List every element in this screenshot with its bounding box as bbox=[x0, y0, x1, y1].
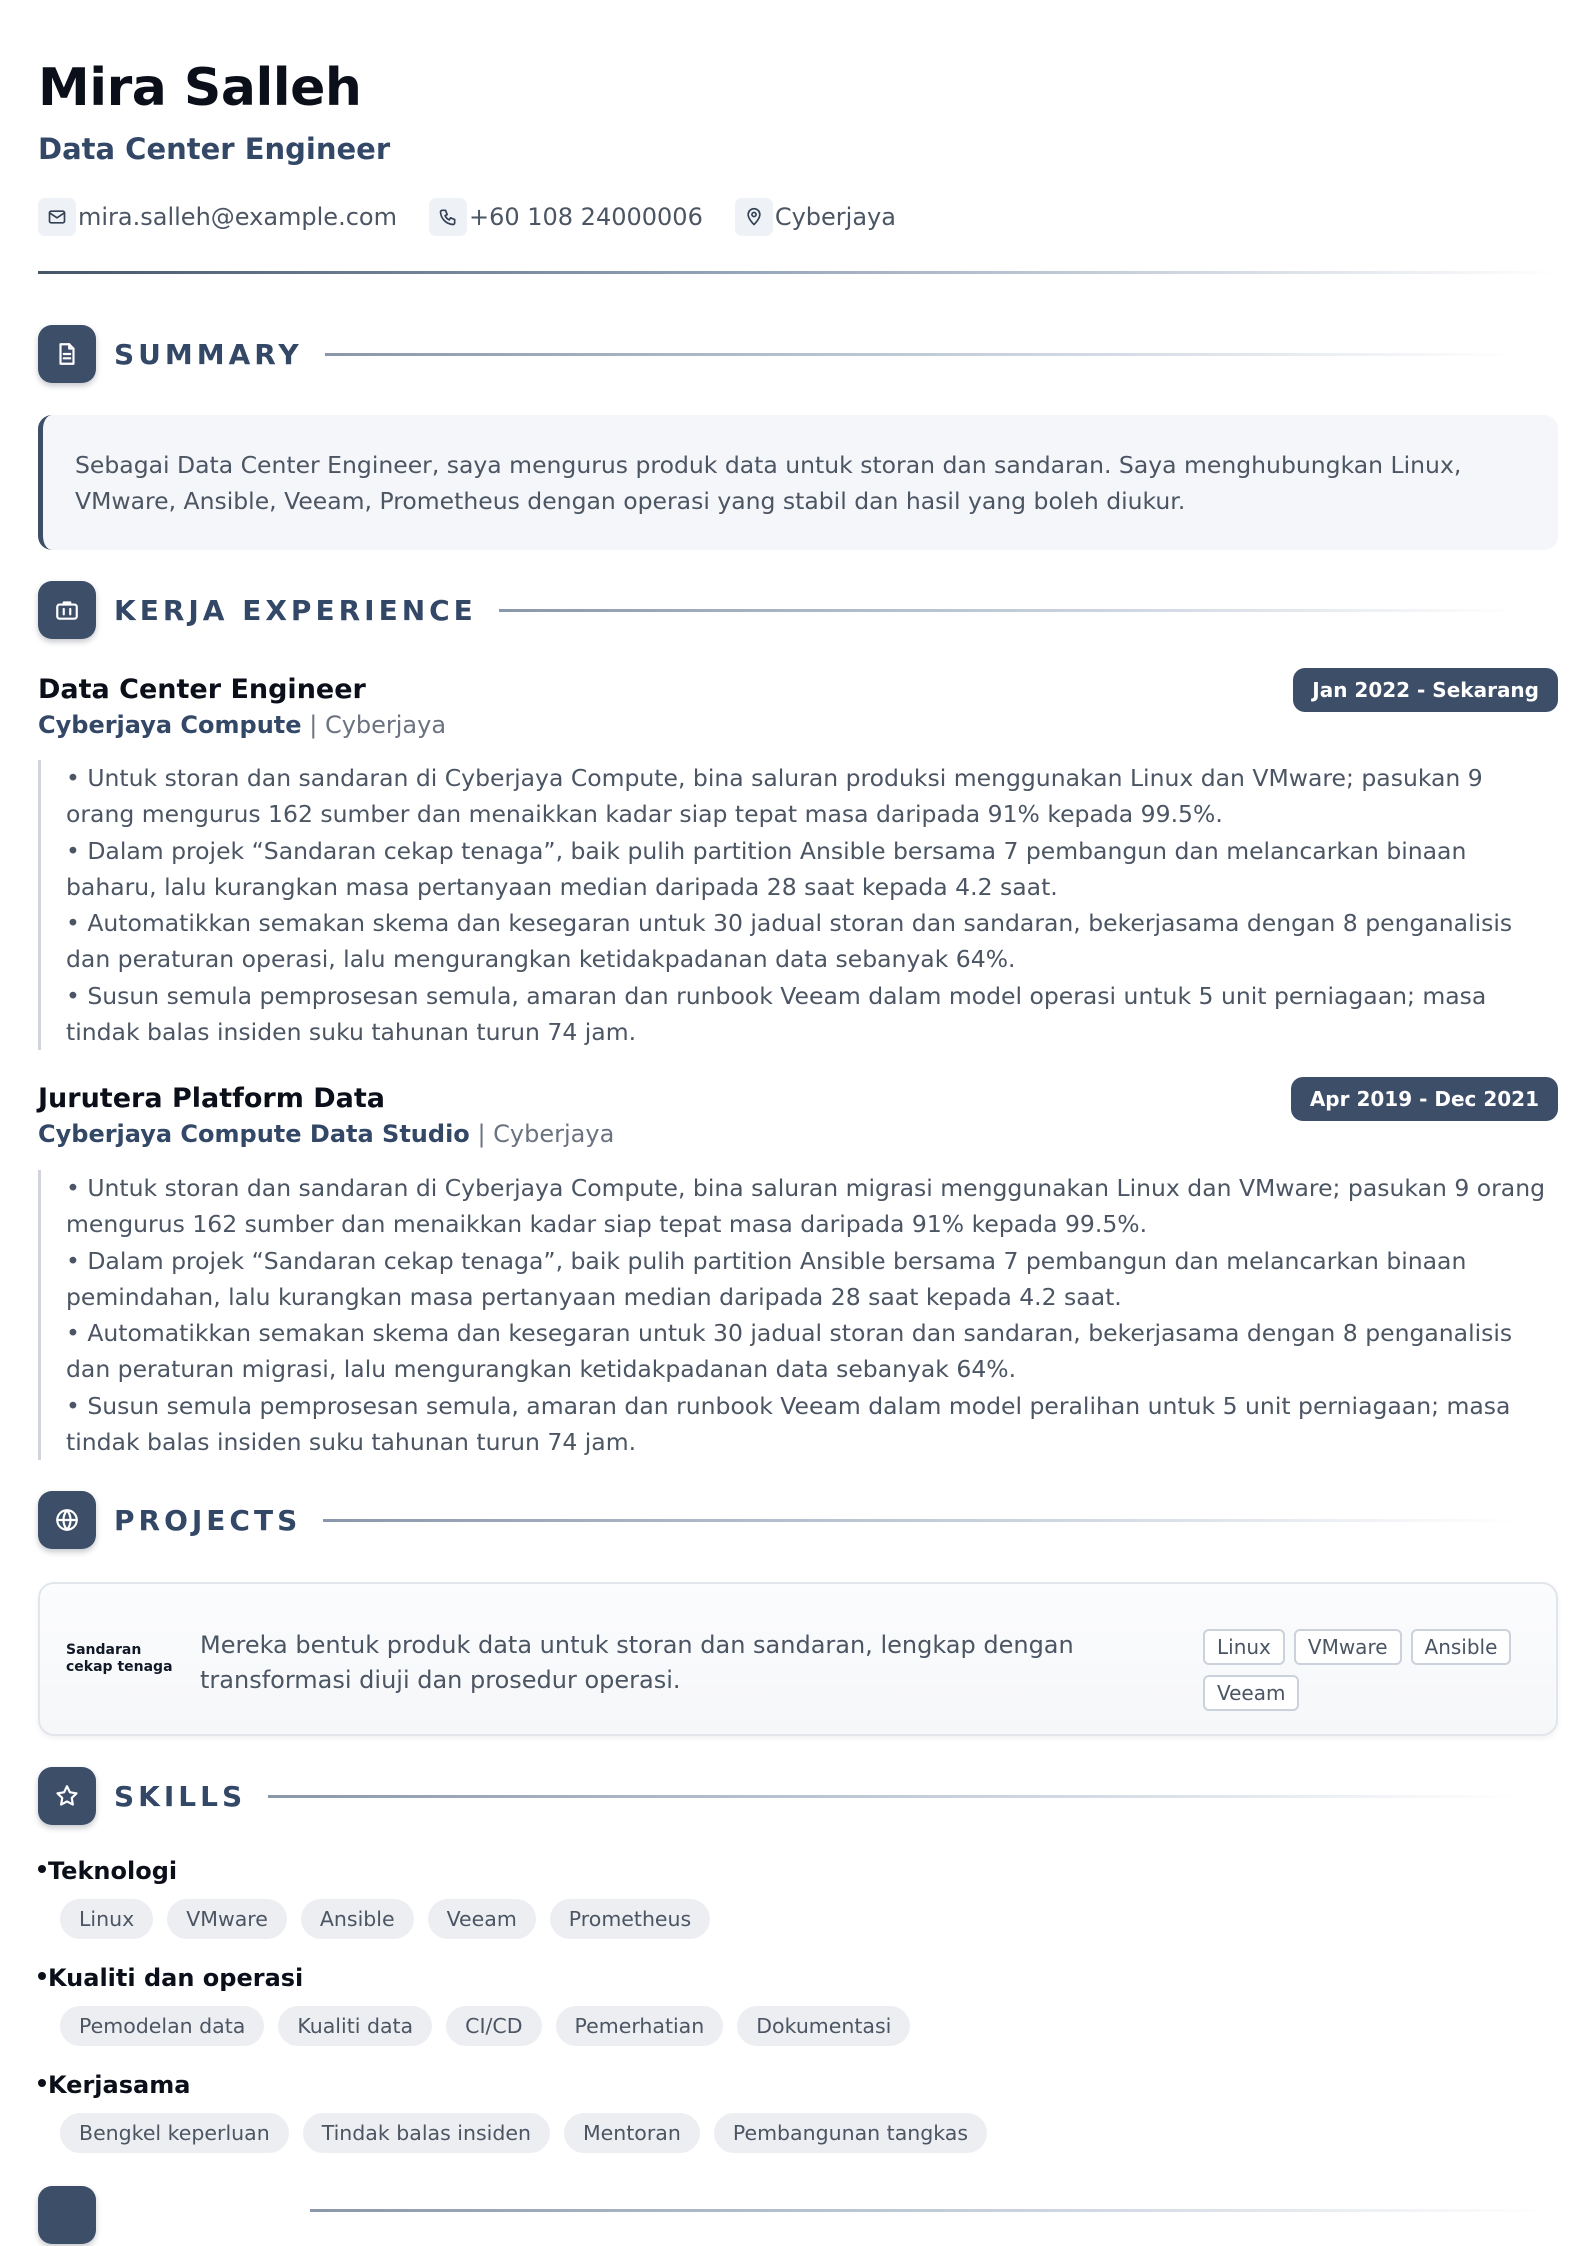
section-icon bbox=[38, 2186, 96, 2244]
bullet-dot bbox=[38, 2079, 46, 2087]
section-divider bbox=[323, 1519, 1518, 1522]
star-icon bbox=[38, 1767, 96, 1825]
section-title: PROJECTS bbox=[114, 1503, 302, 1537]
phone-icon bbox=[429, 198, 467, 236]
skill-category bbox=[38, 1964, 303, 1992]
project-tag: Veeam bbox=[1203, 1675, 1299, 1711]
skill-chip: Veeam bbox=[428, 1899, 536, 1939]
project-card bbox=[38, 1582, 1558, 1736]
separator: | bbox=[477, 1120, 486, 1148]
summary-box: Sebagai Data Center Engineer, saya mengurus produk data untuk storan dan sandaran. Saya menghubungkan Linux, VMware, Ansible, Veeam, Prometheus dengan operasi yang stabil dan hasil yang boleh diukur. bbox=[38, 415, 1558, 550]
bullet-item: • Untuk storan dan sandaran di Cyberjaya Compute, bina saluran produksi menggunakan Linux dan VMware; pasukan 9 orang mengurus 162 sumber dan menaikkan kadar siap tepat masa daripada 91% kepada 99.5%. bbox=[66, 764, 1483, 829]
date-badge: Jan 2022 - Sekarang bbox=[1293, 668, 1558, 712]
section-divider bbox=[499, 609, 1518, 612]
bullet-item: • Dalam projek “Sandaran cekap tenaga”, baik pulih partition Ansible bersama 7 pembangun dan melancarkan binaan baharu, lalu kurangkan masa pertanyaan median daripada 28 saat kepada 4.2 saat. bbox=[66, 836, 1467, 901]
skill-chip: CI/CD bbox=[446, 2006, 541, 2046]
bullet-dot bbox=[38, 1865, 46, 1873]
section-divider bbox=[310, 2209, 1550, 2212]
contact-email[interactable] bbox=[38, 198, 397, 236]
company-name: Cyberjaya Compute Data Studio bbox=[38, 1120, 470, 1148]
bullet-item: • Dalam projek “Sandaran cekap tenaga”, baik pulih partition Ansible bersama 7 pembangun dan melancarkan binaan pemindahan, lalu kurangkan masa pertanyaan median daripada 28 saat kepada 4.2 saat. bbox=[66, 1246, 1467, 1311]
email-text: mira.salleh@example.com bbox=[78, 203, 397, 231]
skill-chip: Linux bbox=[60, 1899, 153, 1939]
skill-category-label: Kerjasama bbox=[48, 2071, 191, 2099]
skill-category bbox=[38, 2071, 190, 2099]
job-location: Cyberjaya bbox=[324, 711, 447, 739]
bullet-item: • Automatikkan semakan skema dan kesegaran untuk 30 jadual storan dan sandaran, bekerjasama dengan 8 penganalisis dan peraturan operasi, lalu mengurangkan ketidakpadanan data sebanyak 64%. bbox=[66, 909, 1513, 974]
skill-chips bbox=[60, 2006, 924, 2046]
skill-chip: Mentoran bbox=[564, 2113, 700, 2153]
project-tag: VMware bbox=[1294, 1629, 1402, 1665]
mail-icon bbox=[38, 198, 76, 236]
candidate-name: Mira Salleh bbox=[38, 58, 362, 118]
job-location: Cyberjaya bbox=[493, 1120, 615, 1148]
map-pin-icon bbox=[735, 198, 773, 236]
section-header-summary bbox=[38, 324, 1558, 384]
job-title: Jurutera Platform Data bbox=[38, 1083, 386, 1114]
skill-chip: Dokumentasi bbox=[737, 2006, 910, 2046]
skill-chip: Pembangunan tangkas bbox=[714, 2113, 987, 2153]
contact-location bbox=[735, 198, 896, 236]
section-title: SKILLS bbox=[114, 1779, 247, 1813]
skill-chip: VMware bbox=[167, 1899, 287, 1939]
skill-chip: Prometheus bbox=[550, 1899, 710, 1939]
phone-text: +60 108 24000006 bbox=[468, 203, 703, 231]
skill-category-label: Kualiti dan operasi bbox=[48, 1964, 304, 1992]
project-tags bbox=[1203, 1629, 1523, 1721]
project-name: Sandaran cekap tenaga bbox=[66, 1642, 173, 1675]
skill-chip: Pemerhatian bbox=[556, 2006, 724, 2046]
experience-bullets bbox=[38, 1170, 1558, 1460]
job-title: Data Center Engineer bbox=[38, 674, 366, 705]
skill-chip: Ansible bbox=[301, 1899, 414, 1939]
bullet-item: • Susun semula pemprosesan semula, amaran dan runbook Veeam dalam model peralihan untuk 5 unit perniagaan; masa tindak balas insiden suku tahunan turun 74 jam. bbox=[66, 1391, 1511, 1457]
skill-category bbox=[38, 1857, 177, 1885]
project-description: Mereka bentuk produk data untuk storan dan sandaran, lengkap dengan transformasi diuji dan prosedur operasi. bbox=[200, 1631, 1074, 1694]
section-title: SUMMARY bbox=[114, 337, 303, 371]
skill-chip: Pemodelan data bbox=[60, 2006, 264, 2046]
section-header-experience bbox=[38, 580, 1558, 640]
separator: | bbox=[309, 711, 318, 739]
project-tag: Linux bbox=[1203, 1629, 1285, 1665]
candidate-role: Data Center Engineer bbox=[38, 132, 391, 166]
bullet-item: • Automatikkan semakan skema dan kesegaran untuk 30 jadual storan dan sandaran, bekerjasama dengan 8 penganalisis dan peraturan migrasi, lalu mengurangkan ketidakpadanan data sebanyak 64%. bbox=[66, 1319, 1513, 1384]
experience-entry bbox=[38, 1083, 1558, 1148]
project-tag: Ansible bbox=[1411, 1629, 1512, 1665]
skill-chips bbox=[60, 2113, 1001, 2153]
header-divider bbox=[38, 271, 1558, 274]
experience-bullets bbox=[38, 760, 1558, 1050]
skill-chip: Tindak balas insiden bbox=[303, 2113, 550, 2153]
company-name: Cyberjaya Compute bbox=[38, 711, 302, 739]
location-text: Cyberjaya bbox=[774, 203, 896, 231]
skill-chips bbox=[60, 1899, 724, 1939]
document-icon bbox=[38, 325, 96, 383]
briefcase-icon bbox=[38, 581, 96, 639]
bullet-item: • Untuk storan dan sandaran di Cyberjaya Compute, bina saluran migrasi menggunakan Linux dan VMware; pasukan 9 orang mengurus 162 sumber dan menaikkan kadar siap tepat masa daripada 91% kepada 99.5%. bbox=[66, 1174, 1546, 1239]
contact-row bbox=[38, 198, 928, 236]
skill-chip: Bengkel keperluan bbox=[60, 2113, 289, 2153]
contact-phone[interactable] bbox=[429, 198, 703, 236]
globe-icon bbox=[38, 1491, 96, 1549]
section-divider bbox=[325, 353, 1518, 356]
bullet-dot bbox=[38, 1972, 46, 1980]
skill-chip: Kualiti data bbox=[278, 2006, 432, 2046]
job-company-line bbox=[38, 711, 1558, 739]
section-header-cutoff bbox=[38, 2186, 1558, 2246]
section-header-projects bbox=[38, 1490, 1558, 1550]
section-divider bbox=[268, 1795, 1518, 1798]
date-badge: Apr 2019 - Dec 2021 bbox=[1291, 1077, 1558, 1121]
bullet-item: • Susun semula pemprosesan semula, amaran dan runbook Veeam dalam model operasi untuk 5 unit perniagaan; masa tindak balas insiden suku tahunan turun 74 jam. bbox=[66, 981, 1487, 1047]
section-header-skills bbox=[38, 1766, 1558, 1826]
section-title: KERJA EXPERIENCE bbox=[114, 593, 477, 627]
job-company-line bbox=[38, 1120, 1558, 1148]
experience-entry bbox=[38, 674, 1558, 739]
skill-category-label: Teknologi bbox=[48, 1857, 178, 1885]
